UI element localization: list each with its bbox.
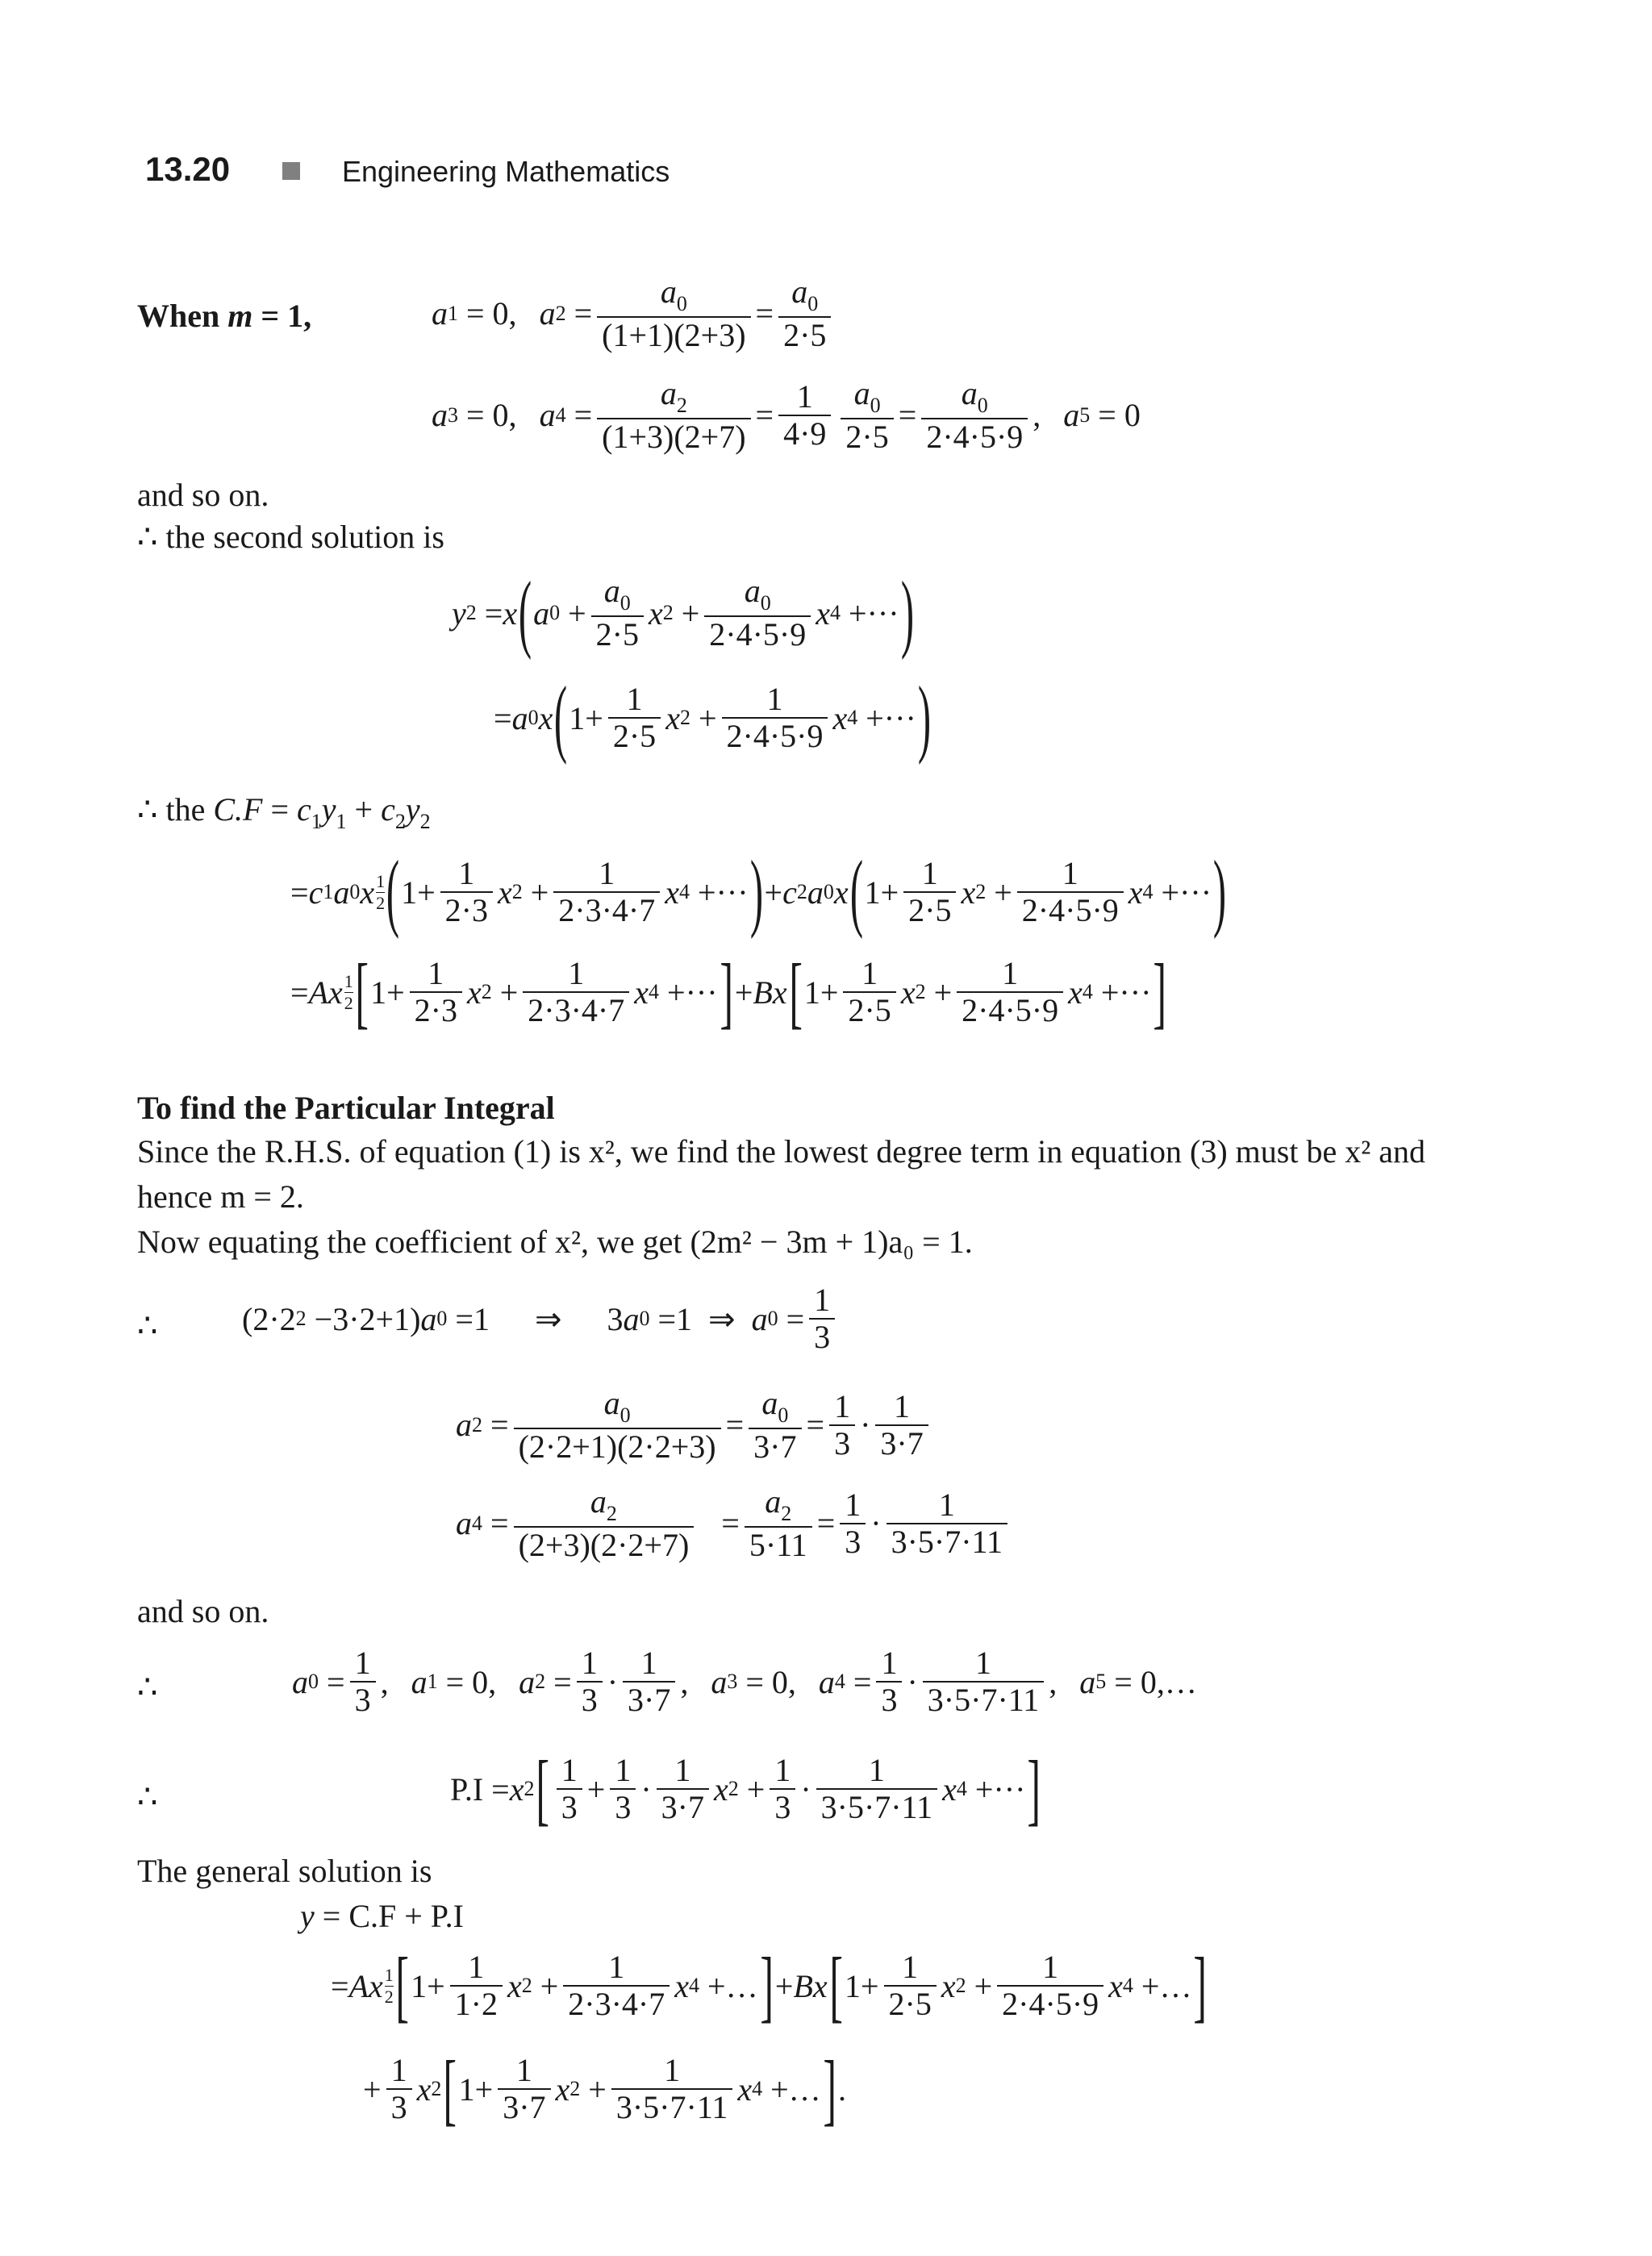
eq-a3-a4-a5: a 3 = 0, a 4 = $\frac{a_2}{(1+3)(2+7)}$ = $\frac{1}{4\cdot 9}$ $\frac{a_0}{2\cdot 5}$ = $\frac{a_0}{2\cdot 4\cdot 5\cdot 9}$ , a 5 = 0	[432, 375, 1141, 455]
therefore-symbol-3: ∴	[137, 1779, 158, 1815]
eq-pi-series: P.I = x 2 [ $\frac{1}{3}$ + $\frac{1}{3}$ · $\frac{1}{3\cdot 7}$ x 2 + $\frac{1}{3}$ · $\frac{1}{3\cdot 5\cdot 7\cdot 11}$ x 4 +··· ]	[450, 1744, 1041, 1833]
cf-definition: ∴ the $C.F = c_1y_1 + c_2y_2$	[137, 791, 431, 833]
and-so-on-text: and so on.	[137, 477, 269, 513]
header-square-icon	[282, 162, 300, 180]
eq-coefficients-list: a 0 = $\frac{1}{3}$ , a 1 = 0, a 2 = $\frac{1}{3}$ · $\frac{1}{3\cdot 7}$ , a 3 = 0, a 4 = $\frac{1}{3}$ · $\frac{1}{3\cdot 5\cdot 7\cdot 11}$ , a 5 = 0,…	[292, 1645, 1197, 1718]
book-title: Engineering Mathematics	[342, 155, 670, 188]
page-number: 13.20	[145, 150, 231, 188]
therefore-symbol-2: ∴	[137, 1669, 158, 1705]
general-solution-text: The general solution is	[137, 1853, 432, 1889]
second-solution-text: ∴ the second solution is	[137, 519, 444, 555]
eq-a1-a2: a 1 = 0, a 2 = $\frac{a_0}{(1+1)(2+3)}$ = $\frac{a_0}{2\cdot 5}$	[432, 274, 836, 353]
eq-cf-line2: = Ax 1 2 [ 1+ $\frac{1}{2\cdot 3}$ x 2 + $\frac{1}{2\cdot 3\cdot 4\cdot 7}$ x 4 +··· ] + Bx [ 1+ $\frac{1}{2\cdot 5}$ x 2 + $\frac{1}{2\cdot 4\cdot 5\cdot 9}$ x 4 +··· ]	[290, 947, 1167, 1036]
eq-general-line1: = Ax 1 2 [ 1+ $\frac{1}{1\cdot 2}$ x 2 + $\frac{1}{2\cdot 3\cdot 4\cdot 7}$ x 4 +… ] + Bx [ 1+ $\frac{1}{2\cdot 5}$ x 2 + $\frac{1}{2\cdot 4\cdot 5\cdot 9}$ x 4 +… ]	[331, 1941, 1208, 2030]
and-so-on-text-2: and so on.	[137, 1593, 269, 1629]
when-m-equals-1: When m = 1,	[137, 298, 312, 334]
eq-y-cf-pi: y = C.F + P.I	[300, 1898, 464, 1934]
eq-pi-a4: a 4 = $\frac{a_2}{(2+3)(2\cdot 2+7)}$ = $\frac{a_2}{5\cdot 11}$ = $\frac{1}{3}$ · $\frac{1}{3\cdot 5\cdot 7\cdot 11}$	[456, 1484, 1012, 1563]
pi-paragraph-2: hence m = 2.	[137, 1178, 304, 1215]
pi-paragraph-3: Now equating the coefficient of x², we get (2m² − 3m + 1)a₀ = 1.	[137, 1224, 973, 1260]
eq-y2-line2: = a 0 x ( 1+ $\frac{1}{2\cdot 5}$ x 2 + $\frac{1}{2\cdot 4\cdot 5\cdot 9}$ x 4 +··· )	[494, 669, 931, 765]
eq-general-line2: + $\frac{1}{3}$ x 2 [ 1+ $\frac{1}{3\cdot 7}$ x 2 + $\frac{1}{3\cdot 5\cdot 7\cdot 11}$ x 4 +… ] .	[363, 2044, 846, 2133]
eq-y2-line1: y 2 = x ( a 0 + $\frac{a_0}{2\cdot 5}$ x 2 + $\frac{a_0}{2\cdot 4\cdot 5\cdot 9}$ x 4 +··· )	[452, 565, 914, 661]
pi-paragraph-1: Since the R.H.S. of equation (1) is x², we find the lowest degree term in equation (3) must be x² and	[137, 1133, 1425, 1170]
eq-a0-solve: (2·2 2 −3·2+1) a 0 =1 ⇒ 3 a 0 =1 ⇒ a 0 = $\frac{1}{3}$	[242, 1282, 840, 1355]
eq-pi-a2: a 2 = $\frac{a_0}{(2\cdot 2+1)(2\cdot 2+3)}$ = $\frac{a_0}{3\cdot 7}$ = $\frac{1}{3}$ · $\frac{1}{3\cdot 7}$	[456, 1386, 933, 1465]
eq-cf-line1: = c 1 a 0 x 1 2 ( 1+ $\frac{1}{2\cdot 3}$ x 2 + $\frac{1}{2\cdot 3\cdot 4\cdot 7}$ x 4 +··· ) + c 2 a 0 x ( 1+ $\frac{1}{2\cdot 5}$ x 2 + $\frac{1}{2\cdot 4\cdot 5\cdot 9}$ x 4 +··· )	[290, 844, 1227, 940]
therefore-symbol-1: ∴	[137, 1307, 158, 1344]
pi-heading: To find the Particular Integral	[137, 1090, 555, 1126]
